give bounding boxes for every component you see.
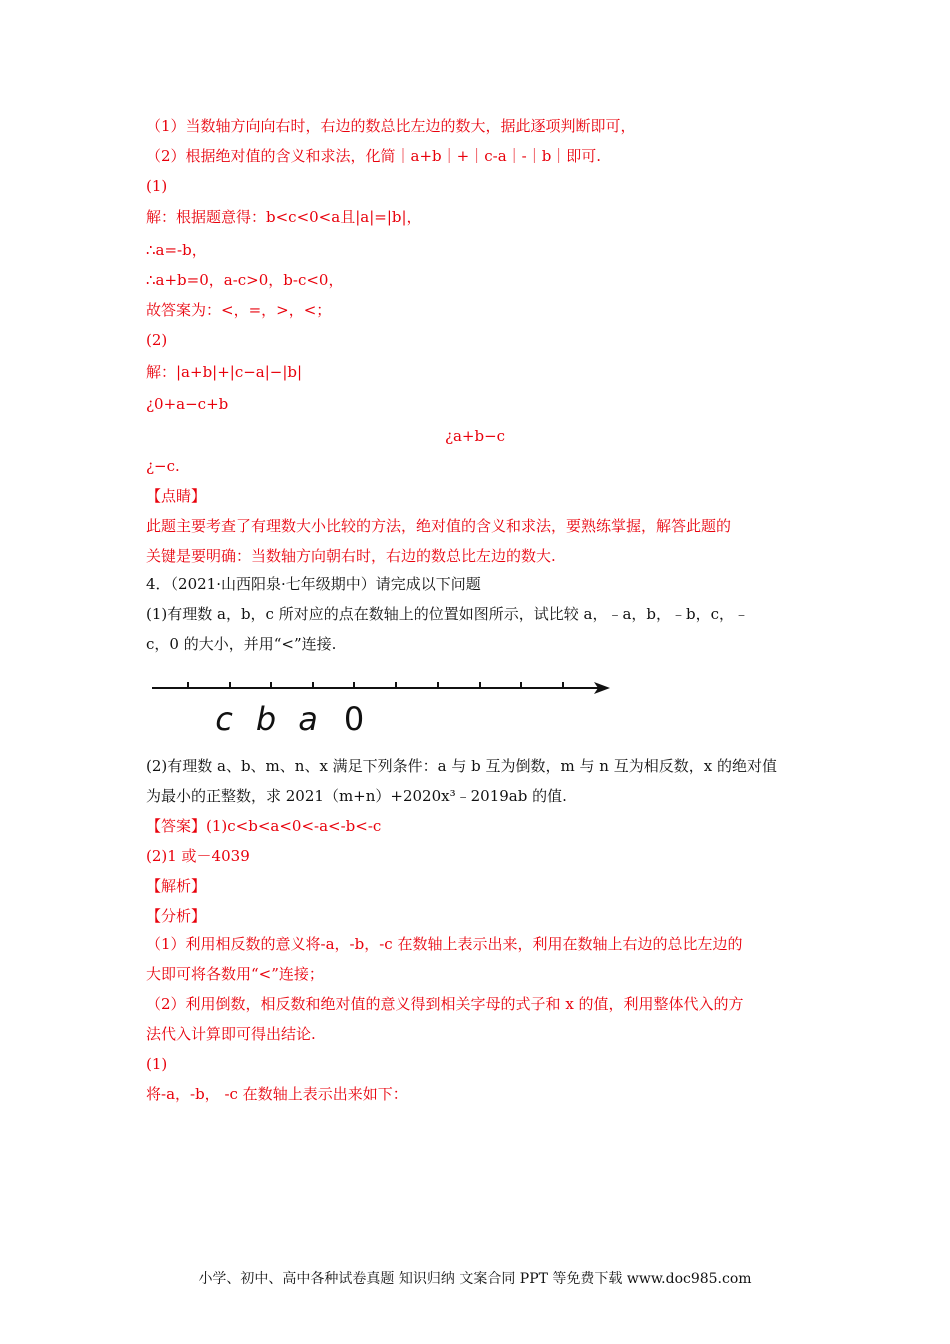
analysis-2: （2）根据绝对值的含义和求法，化简｜a+b｜+｜c-a｜-｜b｜即可.	[146, 147, 602, 165]
number-line-label-a: a	[298, 700, 318, 738]
q4-part2-b: 为最小的正整数，求 2021（m+n）+2020x³﹣2019ab 的值.	[146, 787, 567, 805]
q4-title: 4．（2021·山西阳泉·七年级期中）请完成以下问题	[146, 575, 481, 593]
number-line-labels	[215, 700, 364, 738]
comment-heading: 【点睛】	[146, 487, 207, 505]
answer-1: 【答案】(1)c<b<a<0<-a<-b<-c	[146, 817, 382, 835]
fenxi: 【分析】	[146, 907, 207, 925]
answer-2: (2)1 或－4039	[146, 847, 250, 865]
sol1-given: 解：根据题意得：b<c<0<a且|a|=|b|，	[146, 208, 422, 226]
comment-1: 此题主要考查了有理数大小比较的方法，绝对值的含义和求法，要熟练掌握，解答此题的	[146, 517, 732, 535]
fenxi-1a: （1）利用相反数的意义将-a，-b，-c 在数轴上表示出来，利用在数轴上右边的总比左边的	[146, 935, 743, 953]
page-footer: 小学、初中、高中各种试卷真题 知识归纳 文案合同 PPT 等免费下载 www.doc985.com	[198, 1271, 752, 1287]
sol1-step1: ∴a=-b，	[146, 241, 207, 259]
sol2-step1: ¿0+a−c+b	[146, 395, 229, 413]
sol2-step2-centered: ¿a+b−c	[444, 427, 506, 445]
sol1-answer: 故答案为：<，=，>，<；	[146, 301, 332, 319]
part1-label: (1)	[146, 177, 168, 195]
jiexi: 【解析】	[146, 877, 207, 895]
sol2-step3: ¿−c.	[146, 457, 180, 475]
fenxi-2a: （2）利用倒数，相反数和绝对值的意义得到相关字母的式子和 x 的值，利用整体代入的方	[146, 995, 744, 1013]
part1-label-2: (1)	[146, 1055, 168, 1073]
sol1-step2: ∴a+b=0，a-c>0，b-c<0，	[146, 271, 344, 289]
q4-part1-b: c，0 的大小，并用“<”连接.	[146, 635, 337, 653]
number-line-label-zero: 0	[343, 700, 365, 738]
number-line-label-b: b	[255, 700, 277, 738]
number-line-label-c: c	[215, 700, 233, 738]
sol2-expr: 解：|a+b|+|c−a|−|b|	[146, 363, 303, 381]
fenxi-1b: 大即可将各数用“<”连接；	[146, 965, 324, 983]
q4-part1-a: (1)有理数 a，b，c 所对应的点在数轴上的位置如图所示，试比较 a，﹣a，b，﹣b，c，﹣	[146, 605, 749, 623]
q4-part2-a: (2)有理数 a、b、m、n、x 满足下列条件：a 与 b 互为倒数，m 与 n 互为相反数，x 的绝对值	[146, 757, 777, 775]
fenxi-2b: 法代入计算即可得出结论.	[146, 1025, 316, 1043]
comment-2: 关键是要明确：当数轴方向朝右时，右边的数总比左边的数大.	[146, 547, 556, 565]
number-line-figure	[150, 676, 620, 740]
analysis-1: （1）当数轴方向向右时，右边的数总比左边的数大，据此逐项判断即可，	[146, 117, 636, 135]
part2-label: (2)	[146, 331, 168, 349]
place-text: 将-a，-b， -c 在数轴上表示出来如下：	[146, 1085, 408, 1103]
